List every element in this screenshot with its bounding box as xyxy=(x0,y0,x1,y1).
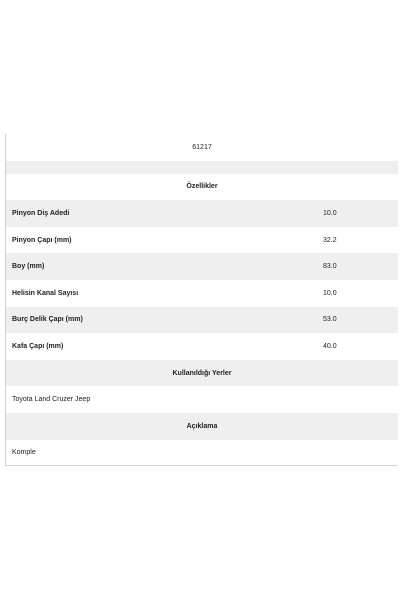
features-header-row xyxy=(6,174,398,201)
spec-row xyxy=(6,280,398,307)
spec-row xyxy=(6,253,398,280)
features-title: Özellikler xyxy=(186,183,218,191)
spec-label: Pinyon Çapı (mm) xyxy=(12,236,72,244)
spec-value: 40.0 xyxy=(323,342,337,350)
usage-row xyxy=(6,386,398,413)
spec-row xyxy=(6,200,398,227)
spec-label: Burç Delik Çapı (mm) xyxy=(12,316,83,324)
product-code-row xyxy=(6,134,398,161)
spec-value: 32.2 xyxy=(323,236,337,244)
spec-value: 10.0 xyxy=(323,289,337,297)
spec-label: Pinyon Diş Adedi xyxy=(12,209,70,217)
description-header-row xyxy=(6,413,398,440)
spacer-row xyxy=(6,161,398,174)
spec-value: 83.0 xyxy=(323,263,337,271)
description-text: Komple xyxy=(12,448,36,456)
spec-row xyxy=(6,307,398,334)
description-row xyxy=(6,440,398,467)
spec-label: Kafa Çapı (mm) xyxy=(12,342,64,350)
product-code: 61217 xyxy=(192,143,212,151)
spec-row xyxy=(6,227,398,254)
spec-label: Boy (mm) xyxy=(12,263,45,271)
product-spec-table xyxy=(5,134,398,466)
usage-header-row xyxy=(6,360,398,387)
description-title: Açıklama xyxy=(186,422,218,430)
spec-value: 53.0 xyxy=(323,316,337,324)
spec-label: Helisin Kanal Sayısı xyxy=(12,289,79,297)
usage-title: Kullanıldığı Yerler xyxy=(172,369,232,377)
usage-text: Toyota Land Cruzer Jeep xyxy=(12,396,91,404)
spec-row xyxy=(6,333,398,360)
spec-value: 10.0 xyxy=(323,209,337,217)
